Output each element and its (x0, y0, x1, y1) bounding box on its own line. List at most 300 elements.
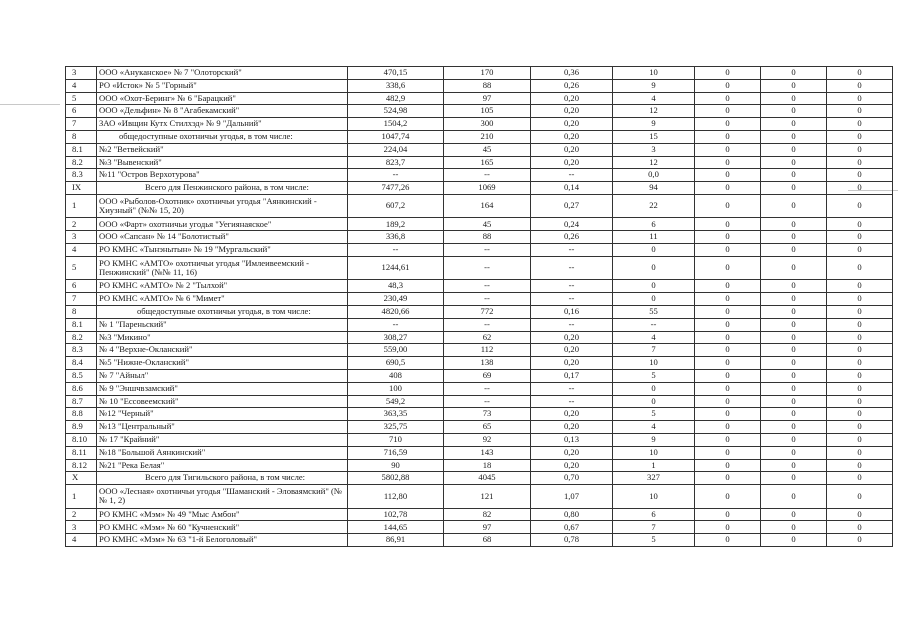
table-row (66, 256, 893, 280)
value-e-cell: 0 (761, 130, 827, 143)
density-cell: 0,24 (531, 218, 613, 231)
value-e-cell: 0 (761, 318, 827, 331)
density-cell: 0,20 (531, 459, 613, 472)
value-e-cell: 0 (761, 194, 827, 218)
hunting-ground-name-cell: общедоступные охотничьи угодья, в том числе: (97, 305, 348, 318)
value-e-cell: 0 (761, 459, 827, 472)
density-cell: 0,17 (531, 369, 613, 382)
value-d-cell: 0 (695, 280, 761, 293)
value-e-cell: 0 (761, 218, 827, 231)
row-number-cell: 8.3 (66, 169, 97, 182)
value-f-cell: 0 (827, 318, 893, 331)
table-row (66, 305, 893, 318)
area-cell: -- (348, 244, 444, 257)
value-e-cell: 0 (761, 231, 827, 244)
value-f-cell: 0 (827, 446, 893, 459)
density-cell: 0,20 (531, 118, 613, 131)
hunting-ground-name-cell: № 10 "Ессовеемский" (97, 395, 348, 408)
density-cell: 0,26 (531, 79, 613, 92)
area-cell: 1047,74 (348, 130, 444, 143)
value-d-cell: 0 (695, 331, 761, 344)
table-row (66, 67, 893, 80)
value-d-cell: 0 (695, 218, 761, 231)
value-f-cell: 0 (827, 118, 893, 131)
value-d-cell: 0 (695, 79, 761, 92)
quota-count-cell: 73 (444, 408, 531, 421)
area-cell: 524,98 (348, 105, 444, 118)
value-d-cell: 0 (695, 459, 761, 472)
value-e-cell: 0 (761, 280, 827, 293)
value-e-cell: 0 (761, 472, 827, 485)
density-cell: 0,27 (531, 194, 613, 218)
value-f-cell: 0 (827, 408, 893, 421)
value-e-cell: 0 (761, 357, 827, 370)
quota-count-cell: 45 (444, 218, 531, 231)
area-cell: 144,65 (348, 521, 444, 534)
density-cell: -- (531, 256, 613, 280)
value-d-cell: 0 (695, 130, 761, 143)
row-number-cell: 8.2 (66, 156, 97, 169)
value-f-cell: 0 (827, 105, 893, 118)
area-cell: 1504,2 (348, 118, 444, 131)
row-number-cell: 1 (66, 485, 97, 509)
area-cell: 338,6 (348, 79, 444, 92)
row-number-cell: 8.1 (66, 143, 97, 156)
hunting-ground-name-cell: Всего для Пенжинского района, в том числе: (97, 182, 348, 195)
hunting-ground-name-cell: РО КМНС «АМТО» охотничьи угодья "Имлеивеемский - Пенжинский" (№№ 11, 16) (97, 256, 348, 280)
value-d-cell: 0 (695, 105, 761, 118)
limit-cell: 5 (613, 534, 695, 547)
area-cell: 7477,26 (348, 182, 444, 195)
row-number-cell: 8.2 (66, 331, 97, 344)
table-row (66, 280, 893, 293)
value-e-cell: 0 (761, 331, 827, 344)
value-e-cell: 0 (761, 305, 827, 318)
value-f-cell: 0 (827, 143, 893, 156)
hunting-ground-name-cell: РО КМНС «Мэм» № 63 "1-й Белоголовый" (97, 534, 348, 547)
quota-count-cell: 210 (444, 130, 531, 143)
limit-cell: 4 (613, 331, 695, 344)
density-cell: 0,20 (531, 105, 613, 118)
quota-count-cell: -- (444, 318, 531, 331)
row-number-cell: 4 (66, 534, 97, 547)
value-f-cell: 0 (827, 331, 893, 344)
value-e-cell: 0 (761, 344, 827, 357)
limit-cell: -- (613, 318, 695, 331)
quota-count-cell: 138 (444, 357, 531, 370)
value-d-cell: 0 (695, 156, 761, 169)
value-d-cell: 0 (695, 472, 761, 485)
value-d-cell: 0 (695, 433, 761, 446)
area-cell: 325,75 (348, 421, 444, 434)
limit-cell: 6 (613, 508, 695, 521)
area-cell: 470,15 (348, 67, 444, 80)
value-f-cell: 0 (827, 169, 893, 182)
hunting-ground-name-cell: Всего для Тигильского района, в том числе: (97, 472, 348, 485)
value-e-cell: 0 (761, 421, 827, 434)
area-cell: 4820,66 (348, 305, 444, 318)
quota-count-cell: -- (444, 395, 531, 408)
quota-count-cell: 45 (444, 143, 531, 156)
row-number-cell: 6 (66, 280, 97, 293)
quota-count-cell: 88 (444, 79, 531, 92)
hunting-ground-name-cell: №3 "Вывенский" (97, 156, 348, 169)
value-d-cell: 0 (695, 293, 761, 306)
hunting-ground-name-cell: РО КМНС «Мэм» № 60 "Кучненский" (97, 521, 348, 534)
value-d-cell: 0 (695, 534, 761, 547)
hunting-ground-name-cell: № 7 "Айныл" (97, 369, 348, 382)
area-cell: 482,9 (348, 92, 444, 105)
quota-count-cell: 18 (444, 459, 531, 472)
value-e-cell: 0 (761, 293, 827, 306)
value-d-cell: 0 (695, 446, 761, 459)
value-f-cell: 0 (827, 421, 893, 434)
hunting-ground-name-cell: № 9 "Эншчвзамский" (97, 382, 348, 395)
value-d-cell: 0 (695, 182, 761, 195)
hunting-ground-name-cell: № 4 "Верхне-Окланский" (97, 344, 348, 357)
value-e-cell: 0 (761, 408, 827, 421)
row-number-cell: 8.8 (66, 408, 97, 421)
value-e-cell: 0 (761, 169, 827, 182)
area-cell: 224,04 (348, 143, 444, 156)
limit-cell: 9 (613, 118, 695, 131)
quota-count-cell: 4045 (444, 472, 531, 485)
hunting-ground-name-cell: общедоступные охотничьи угодья, в том числе: (97, 130, 348, 143)
area-cell: 823,7 (348, 156, 444, 169)
table-row (66, 421, 893, 434)
hunting-ground-name-cell: ООО «Сапсан» № 14 "Болотистый" (97, 231, 348, 244)
row-number-cell: 2 (66, 508, 97, 521)
area-cell: 100 (348, 382, 444, 395)
hunting-ground-name-cell: РО КМНС «Мэм» № 49 "Мыс Амбон" (97, 508, 348, 521)
row-number-cell: 8.6 (66, 382, 97, 395)
quota-count-cell: -- (444, 382, 531, 395)
value-e-cell: 0 (761, 67, 827, 80)
value-e-cell: 0 (761, 369, 827, 382)
value-e-cell: 0 (761, 433, 827, 446)
row-number-cell: IX (66, 182, 97, 195)
hunting-ground-name-cell: ООО «Ануканское» № 7 "Олоторский" (97, 67, 348, 80)
area-cell: 86,91 (348, 534, 444, 547)
density-cell: 0,16 (531, 305, 613, 318)
table-row (66, 357, 893, 370)
limit-cell: 0 (613, 395, 695, 408)
area-cell: -- (348, 169, 444, 182)
table-row (66, 130, 893, 143)
row-number-cell: 7 (66, 293, 97, 306)
value-f-cell: 0 (827, 244, 893, 257)
table-row (66, 92, 893, 105)
limit-cell: 9 (613, 433, 695, 446)
value-f-cell: 0 (827, 293, 893, 306)
table-row (66, 318, 893, 331)
value-f-cell: 0 (827, 344, 893, 357)
density-cell: -- (531, 244, 613, 257)
density-cell: 0,20 (531, 156, 613, 169)
hunting-ground-name-cell: №12 "Черный" (97, 408, 348, 421)
area-cell: 690,5 (348, 357, 444, 370)
row-number-cell: 7 (66, 118, 97, 131)
limit-cell: 5 (613, 408, 695, 421)
limit-cell: 22 (613, 194, 695, 218)
density-cell: 0,20 (531, 331, 613, 344)
table-row (66, 534, 893, 547)
value-f-cell: 0 (827, 182, 893, 195)
limit-cell: 0 (613, 293, 695, 306)
row-number-cell: 3 (66, 521, 97, 534)
value-e-cell: 0 (761, 244, 827, 257)
density-cell: -- (531, 382, 613, 395)
area-cell: 5802,88 (348, 472, 444, 485)
value-f-cell: 0 (827, 485, 893, 509)
density-cell: 1,07 (531, 485, 613, 509)
quota-count-cell: 112 (444, 344, 531, 357)
row-number-cell: 5 (66, 92, 97, 105)
area-cell: 363,35 (348, 408, 444, 421)
value-f-cell: 0 (827, 218, 893, 231)
value-f-cell: 0 (827, 534, 893, 547)
value-d-cell: 0 (695, 408, 761, 421)
table-row (66, 169, 893, 182)
area-cell: 90 (348, 459, 444, 472)
value-e-cell: 0 (761, 156, 827, 169)
density-cell: -- (531, 293, 613, 306)
value-e-cell: 0 (761, 534, 827, 547)
row-number-cell: 8.4 (66, 357, 97, 370)
quota-count-cell: 97 (444, 521, 531, 534)
quota-count-cell: 164 (444, 194, 531, 218)
row-number-cell: 5 (66, 256, 97, 280)
table-row (66, 508, 893, 521)
row-number-cell: 8.9 (66, 421, 97, 434)
area-cell: 102,78 (348, 508, 444, 521)
limit-cell: 6 (613, 218, 695, 231)
hunting-ground-name-cell: РО КМНС «АМТО» № 2 "Тылхой" (97, 280, 348, 293)
hunting-ground-name-cell: ООО «Дельфин» № 8 "Агабекамский" (97, 105, 348, 118)
limit-cell: 12 (613, 105, 695, 118)
quota-count-cell: 165 (444, 156, 531, 169)
quota-count-cell: 772 (444, 305, 531, 318)
quota-count-cell: 105 (444, 105, 531, 118)
density-cell: 0,20 (531, 344, 613, 357)
value-f-cell: 0 (827, 305, 893, 318)
value-f-cell: 0 (827, 67, 893, 80)
table-row (66, 293, 893, 306)
row-number-cell: 3 (66, 231, 97, 244)
limit-cell: 0,0 (613, 169, 695, 182)
value-f-cell: 0 (827, 130, 893, 143)
table-row (66, 331, 893, 344)
hunting-ground-name-cell: ООО «Фарт» охотничьи угодья "Уегиянаяское" (97, 218, 348, 231)
area-cell: 48,3 (348, 280, 444, 293)
quota-count-cell: 65 (444, 421, 531, 434)
row-number-cell: 3 (66, 67, 97, 80)
limit-cell: 10 (613, 67, 695, 80)
density-cell: -- (531, 280, 613, 293)
density-cell: 0,36 (531, 67, 613, 80)
limit-cell: 0 (613, 280, 695, 293)
value-f-cell: 0 (827, 156, 893, 169)
quota-count-cell: 92 (444, 433, 531, 446)
density-cell: 0,20 (531, 408, 613, 421)
quota-count-cell: 69 (444, 369, 531, 382)
table-row (66, 182, 893, 195)
limit-cell: 0 (613, 244, 695, 257)
value-e-cell: 0 (761, 118, 827, 131)
density-cell: 0,20 (531, 92, 613, 105)
value-d-cell: 0 (695, 67, 761, 80)
value-e-cell: 0 (761, 446, 827, 459)
hunting-ground-name-cell: №13 "Центральный" (97, 421, 348, 434)
value-d-cell: 0 (695, 421, 761, 434)
value-f-cell: 0 (827, 395, 893, 408)
value-d-cell: 0 (695, 244, 761, 257)
value-e-cell: 0 (761, 143, 827, 156)
quota-count-cell: 170 (444, 67, 531, 80)
value-d-cell: 0 (695, 169, 761, 182)
density-cell: 0,20 (531, 130, 613, 143)
density-cell: 0,13 (531, 433, 613, 446)
limit-cell: 55 (613, 305, 695, 318)
table-row (66, 446, 893, 459)
value-d-cell: 0 (695, 508, 761, 521)
value-f-cell: 0 (827, 508, 893, 521)
limit-cell: 3 (613, 143, 695, 156)
row-number-cell: 8.10 (66, 433, 97, 446)
scan-artifact-line (0, 104, 60, 105)
value-f-cell: 0 (827, 280, 893, 293)
density-cell: 0,20 (531, 357, 613, 370)
table-row (66, 395, 893, 408)
limit-cell: 1 (613, 459, 695, 472)
value-d-cell: 0 (695, 118, 761, 131)
area-cell: 189,2 (348, 218, 444, 231)
area-cell: 710 (348, 433, 444, 446)
limit-cell: 7 (613, 344, 695, 357)
hunting-ground-name-cell: РО КМНС «Тынэнытын» № 19 "Мургальский" (97, 244, 348, 257)
limit-cell: 0 (613, 256, 695, 280)
row-number-cell: 2 (66, 218, 97, 231)
value-f-cell: 0 (827, 357, 893, 370)
quota-count-cell: -- (444, 256, 531, 280)
row-number-cell: 8.7 (66, 395, 97, 408)
row-number-cell: 8.1 (66, 318, 97, 331)
value-f-cell: 0 (827, 472, 893, 485)
value-e-cell: 0 (761, 395, 827, 408)
quota-count-cell: 143 (444, 446, 531, 459)
value-d-cell: 0 (695, 344, 761, 357)
hunting-ground-name-cell: № 17 "Крайний" (97, 433, 348, 446)
value-e-cell: 0 (761, 508, 827, 521)
row-number-cell: 8 (66, 305, 97, 318)
value-d-cell: 0 (695, 305, 761, 318)
value-f-cell: 0 (827, 433, 893, 446)
table-row (66, 408, 893, 421)
row-number-cell: 6 (66, 105, 97, 118)
value-e-cell: 0 (761, 256, 827, 280)
row-number-cell: 4 (66, 79, 97, 92)
table-row (66, 156, 893, 169)
hunting-ground-name-cell: №11 "Остров Верхотурова" (97, 169, 348, 182)
value-e-cell: 0 (761, 485, 827, 509)
density-cell: 0,78 (531, 534, 613, 547)
value-e-cell: 0 (761, 79, 827, 92)
value-f-cell: 0 (827, 194, 893, 218)
quota-count-cell: 300 (444, 118, 531, 131)
row-number-cell: 8.3 (66, 344, 97, 357)
value-d-cell: 0 (695, 382, 761, 395)
value-d-cell: 0 (695, 357, 761, 370)
table-row (66, 218, 893, 231)
density-cell: 0,20 (531, 446, 613, 459)
value-f-cell: 0 (827, 382, 893, 395)
row-number-cell: 8 (66, 130, 97, 143)
area-cell: 1244,61 (348, 256, 444, 280)
table-row (66, 231, 893, 244)
table-row (66, 143, 893, 156)
table-row (66, 485, 893, 509)
hunting-ground-name-cell: РО КМНС «АМТО» № 6 "Мимет" (97, 293, 348, 306)
area-cell: 716,59 (348, 446, 444, 459)
area-cell: 559,00 (348, 344, 444, 357)
value-f-cell: 0 (827, 459, 893, 472)
table-row (66, 433, 893, 446)
area-cell: 308,27 (348, 331, 444, 344)
area-cell: -- (348, 318, 444, 331)
value-e-cell: 0 (761, 521, 827, 534)
row-number-cell: 8.5 (66, 369, 97, 382)
limit-cell: 10 (613, 446, 695, 459)
density-cell: -- (531, 169, 613, 182)
density-cell: 0,80 (531, 508, 613, 521)
row-number-cell: 1 (66, 194, 97, 218)
value-e-cell: 0 (761, 382, 827, 395)
quota-count-cell: 68 (444, 534, 531, 547)
value-f-cell: 0 (827, 521, 893, 534)
quota-count-cell: 62 (444, 331, 531, 344)
value-e-cell: 0 (761, 182, 827, 195)
hunting-ground-name-cell: № 1 "Пареньский" (97, 318, 348, 331)
density-cell: -- (531, 395, 613, 408)
limit-cell: 327 (613, 472, 695, 485)
table-row (66, 521, 893, 534)
value-f-cell: 0 (827, 79, 893, 92)
row-number-cell: 4 (66, 244, 97, 257)
limit-cell: 0 (613, 382, 695, 395)
value-d-cell: 0 (695, 256, 761, 280)
table-body (66, 67, 893, 547)
row-number-cell: X (66, 472, 97, 485)
value-f-cell: 0 (827, 92, 893, 105)
hunting-grounds-table (65, 66, 893, 547)
hunting-ground-name-cell: ООО «Лесная» охотничьи угодья "Шаманский - Эловаямский" (№№ 1, 2) (97, 485, 348, 509)
row-number-cell: 8.12 (66, 459, 97, 472)
hunting-ground-name-cell: №5 "Нижне-Окланский" (97, 357, 348, 370)
quota-count-cell: -- (444, 169, 531, 182)
limit-cell: 15 (613, 130, 695, 143)
density-cell: 0,26 (531, 231, 613, 244)
value-d-cell: 0 (695, 395, 761, 408)
limit-cell: 4 (613, 421, 695, 434)
area-cell: 607,2 (348, 194, 444, 218)
hunting-ground-name-cell: №2 "Ветвейский" (97, 143, 348, 156)
area-cell: 336,8 (348, 231, 444, 244)
limit-cell: 4 (613, 92, 695, 105)
table-row (66, 105, 893, 118)
hunting-ground-name-cell: ООО «Охот-Беринг» № 6 "Барацкий" (97, 92, 348, 105)
density-cell: 0,14 (531, 182, 613, 195)
value-d-cell: 0 (695, 369, 761, 382)
